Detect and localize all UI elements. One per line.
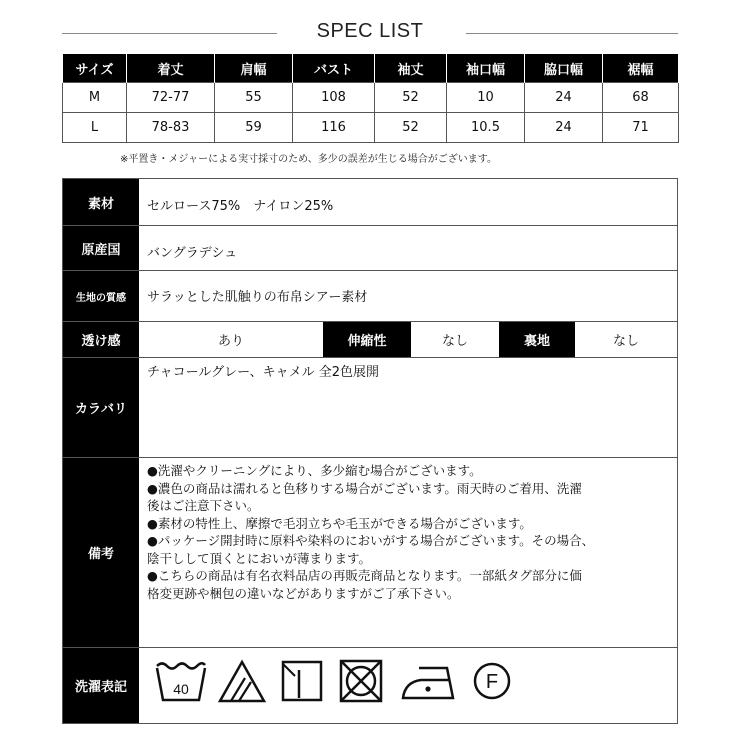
table-cell: 68 [603,83,679,113]
dry-clean-f-icon [469,656,519,706]
size-table [62,54,679,143]
spec-row-origin [63,226,677,271]
header-size: サイズ [63,54,127,83]
header-sleeve: 袖丈 [375,54,447,83]
table-cell: 52 [375,83,447,113]
table-row [63,113,679,143]
colors-value: チャコールグレー、キャメル 全2色展開 [147,365,379,380]
iron-low-icon [399,656,461,706]
remarks-line: 陰干しして頂くとにおいが薄まります。 [147,550,372,566]
table-cell: L [63,113,127,143]
origin-label: 原産国 [63,226,139,270]
material-label: 素材 [63,179,139,225]
table-cell: 59 [215,113,293,143]
spec-row-care [63,648,677,723]
measurement-note: ※平置き・メジャーによる実寸採寸のため、多少の誤差が生じる場合がございます。 [120,154,497,165]
texture-value: サラッとした肌触りの布帛シアー素材 [147,290,368,305]
spec-row-remarks [63,458,677,648]
svg-text:40: 40 [173,681,189,697]
remarks-line: ●パッケージ開封時に原料や染料のにおいがする場合がございます。その場合、 [147,533,595,548]
table-row [63,83,679,113]
header-cuff: 袖口幅 [447,54,525,83]
spec-table [62,178,678,724]
sheer-value: あり [217,334,244,349]
spec-row-texture [63,271,677,322]
table-cell: 78-83 [127,113,215,143]
page-title: SPEC LIST [316,20,424,42]
remarks-line: ●こちらの商品は有名衣料品店の再販売商品となります。一部紙タグ部分に価 [147,568,582,583]
table-cell: 52 [375,113,447,143]
texture-label: 生地の質感 [63,271,139,321]
remarks-line: ●素材の特性上、摩擦で毛羽立ちや毛玉ができる場合がございます。 [147,515,532,531]
remarks-text [147,462,667,602]
table-cell: 116 [293,113,375,143]
lining-value: なし [612,334,639,349]
remarks-line: ●濃色の商品は濡れると色移りする場合がございます。雨天時のご着用、洗濯 [147,480,582,496]
spec-row-colors [63,358,677,458]
remarks-label: 備考 [63,458,139,647]
material-value: セルロース75% ナイロン25% [147,199,334,214]
care-label: 洗濯表記 [63,648,139,723]
remarks-line: 格変更跡や梱包の違いなどがありますがご了承下さい。 [147,585,460,601]
table-cell: 24 [525,83,603,113]
lining-label: 裏地 [499,322,575,357]
size-table-header [63,54,679,83]
table-cell: 10.5 [447,113,525,143]
stretch-label: 伸縮性 [323,322,411,357]
header-bust: バスト [293,54,375,83]
header-length: 着丈 [127,54,215,83]
sheer-label: 透け感 [63,322,139,357]
table-cell: 55 [215,83,293,113]
colors-label: カラバリ [63,358,139,457]
bleach-icon [217,656,267,706]
spec-row-properties [63,322,677,358]
svg-text:F: F [485,671,499,693]
remarks-line: 後はご注意下さい。 [147,498,260,513]
table-cell: 10 [447,83,525,113]
table-cell: 24 [525,113,603,143]
remarks-line: ●洗濯やクリーニングにより、多少縮む場合がございます。 [147,463,482,478]
no-tumble-dry-icon [337,656,387,706]
table-cell: M [63,83,127,113]
origin-value: バングラデシュ [147,246,238,261]
header-shoulder: 肩幅 [215,54,293,83]
table-cell: 108 [293,83,375,113]
wash-40-icon [153,656,209,706]
header-armhole: 脇口幅 [525,54,603,83]
spec-row-material [63,179,677,226]
table-cell: 71 [603,113,679,143]
stretch-value: なし [441,334,468,349]
line-dry-shade-icon [279,656,325,706]
header-hem: 裾幅 [603,54,679,83]
table-cell: 72-77 [127,83,215,113]
